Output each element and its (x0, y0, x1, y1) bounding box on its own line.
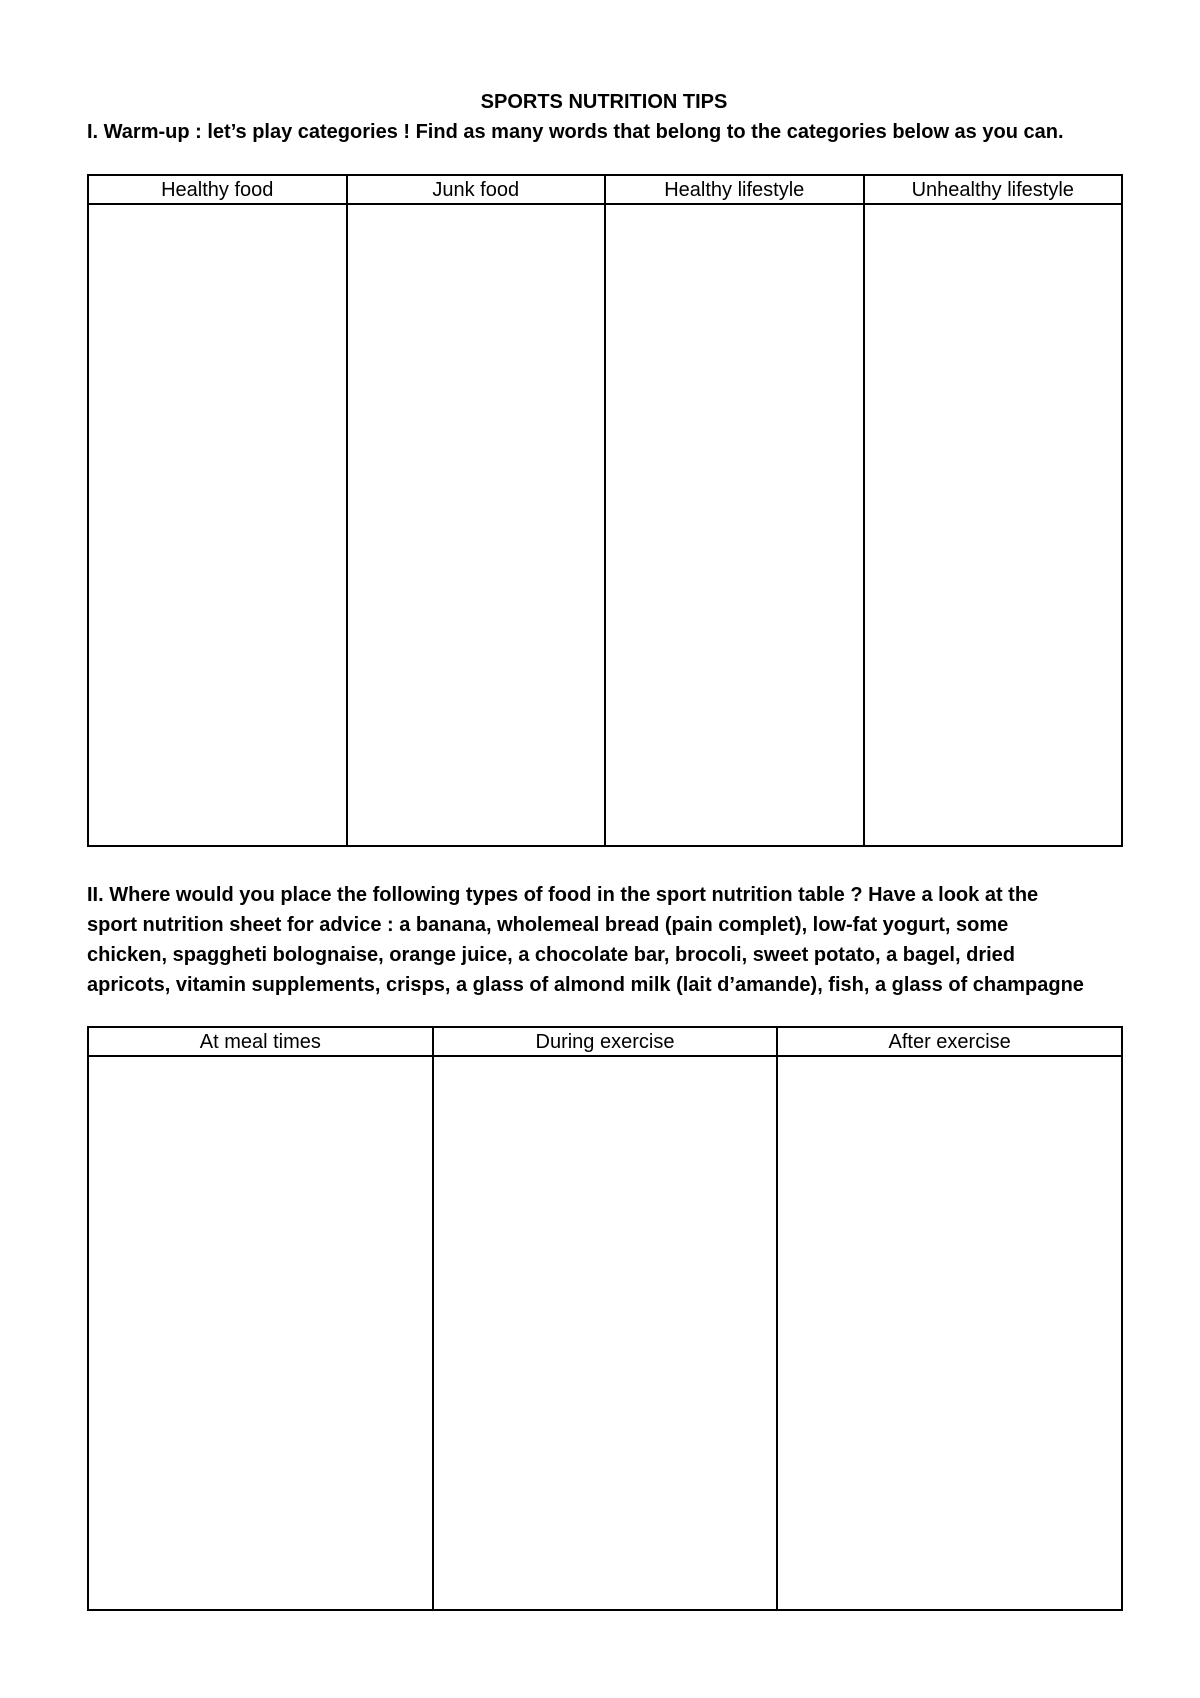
column-header-unhealthy-lifestyle: Unhealthy lifestyle (864, 175, 1123, 204)
section-2-line: II. Where would you place the following types of food in the sport nutrition table ? Have a look at the (87, 884, 1039, 906)
unhealthy-lifestyle-answer-cell[interactable] (864, 204, 1123, 846)
section-2-line: apricots, vitamin supplements, crisps, a glass of almond milk (lait d’amande), fish, a glass of champagne (87, 974, 1084, 996)
column-header-at-meal-times: At meal times (88, 1027, 433, 1056)
after-exercise-answer-cell[interactable] (777, 1056, 1122, 1610)
timing-header-row (88, 1027, 1122, 1056)
section-2-instructions (87, 880, 1137, 1000)
column-header-healthy-food: Healthy food (88, 175, 347, 204)
section-1-heading: I. Warm-up : let’s play categories ! Find as many words that belong to the categories below as you can. (87, 121, 1064, 143)
at-meal-times-answer-cell[interactable] (88, 1056, 433, 1610)
column-header-after-exercise: After exercise (777, 1027, 1122, 1056)
categories-answer-row (88, 204, 1122, 846)
healthy-lifestyle-answer-cell[interactable] (605, 204, 864, 846)
section-2-line: chicken, spaggheti bolognaise, orange juice, a chocolate bar, brocoli, sweet potato, a bagel, dried (87, 944, 1015, 966)
timing-answer-row (88, 1056, 1122, 1610)
column-header-junk-food: Junk food (347, 175, 606, 204)
page-title: SPORTS NUTRITION TIPS (480, 91, 728, 113)
during-exercise-answer-cell[interactable] (433, 1056, 778, 1610)
categories-header-row (88, 175, 1122, 204)
column-header-healthy-lifestyle: Healthy lifestyle (605, 175, 864, 204)
section-2-line: sport nutrition sheet for advice : a banana, wholemeal bread (pain complet), low-fat yogurt, some (87, 914, 1009, 936)
categories-table (87, 174, 1123, 847)
column-header-during-exercise: During exercise (433, 1027, 778, 1056)
healthy-food-answer-cell[interactable] (88, 204, 347, 846)
nutrition-timing-table (87, 1026, 1123, 1611)
junk-food-answer-cell[interactable] (347, 204, 606, 846)
